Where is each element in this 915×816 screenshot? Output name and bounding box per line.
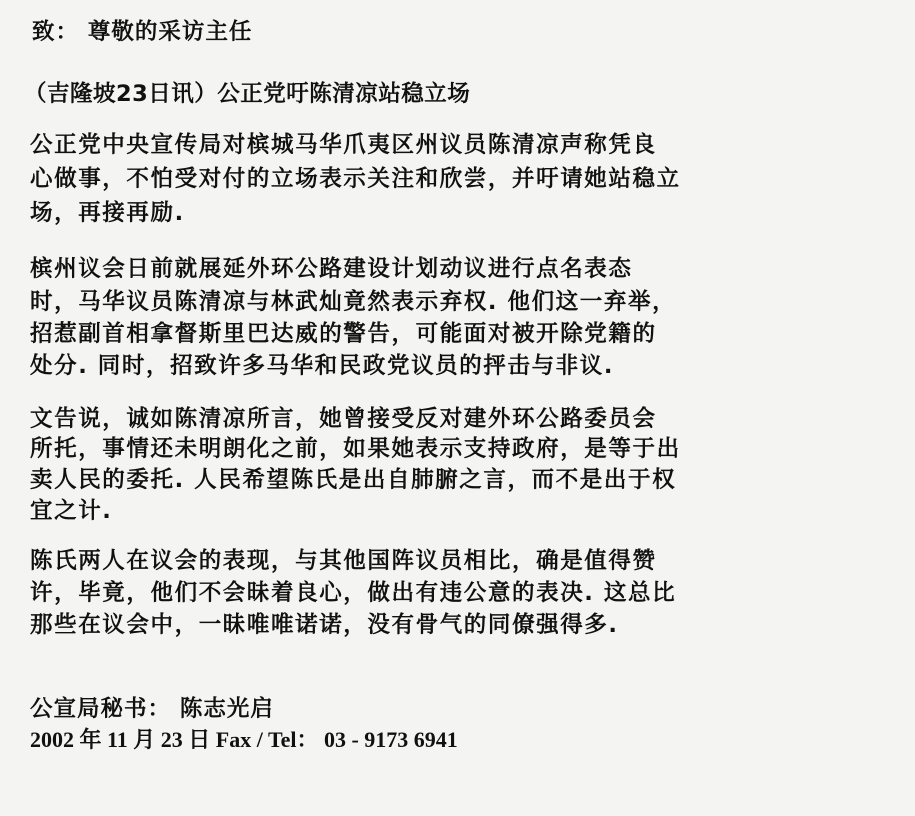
paragraph-line: 卖人民的委托. 人民希望陈氏是出自肺腑之言，而不是出于权 bbox=[30, 467, 677, 493]
paragraph-line: 时，马华议员陈清凉与林武灿竟然表示弃权. 他们这一弃举， bbox=[30, 289, 677, 315]
salutation-line: 致： 尊敬的采访主任 bbox=[32, 19, 253, 45]
paragraph-line: 所托，事情还未明朗化之前，如果她表示支持政府，是等于出 bbox=[30, 436, 681, 462]
date-contact-line: 2002 年 11 月 23 日 Fax / Tel： 03 - 9173 6941 bbox=[30, 727, 458, 752]
paragraph-line: 文告说，诚如陈清凉所言，她曾接受反对建外环公路委员会 bbox=[30, 406, 657, 432]
paragraph-line: 场，再接再励. bbox=[30, 200, 185, 226]
paragraph-line: 处分. 同时，招致许多马华和民政党议员的抨击与非议. bbox=[30, 353, 615, 379]
paragraph-line: 陈氏两人在议会的表现，与其他国阵议员相比，确是值得赞 bbox=[30, 548, 657, 574]
paragraph-line: 公正党中央宣传局对槟城马华爪夷区州议员陈清凉声称凭良 bbox=[30, 132, 657, 158]
paragraph-line: 槟州议会日前就展延外环公路建设计划动议进行点名表态 bbox=[30, 256, 633, 282]
paragraph-line: 招惹副首相拿督斯里巴达威的警告，可能面对被开除党籍的 bbox=[30, 321, 657, 347]
paragraph-line: 那些在议会中，一昧唯唯诺诺，没有骨气的同僚强得多. bbox=[30, 612, 619, 638]
headline: （吉隆坡23日讯）公正党吁陈清凉站稳立场 bbox=[24, 81, 471, 107]
paragraph-line: 宜之计. bbox=[30, 498, 113, 524]
paragraph-line: 心做事，不怕受对付的立场表示关注和欣尝，并吁请她站稳立 bbox=[30, 166, 681, 192]
signature-line: 公宣局秘书： 陈志光启 bbox=[30, 696, 274, 722]
paragraph-line: 许，毕竟，他们不会昧着良心，做出有违公意的表决. 这总比 bbox=[30, 580, 677, 606]
